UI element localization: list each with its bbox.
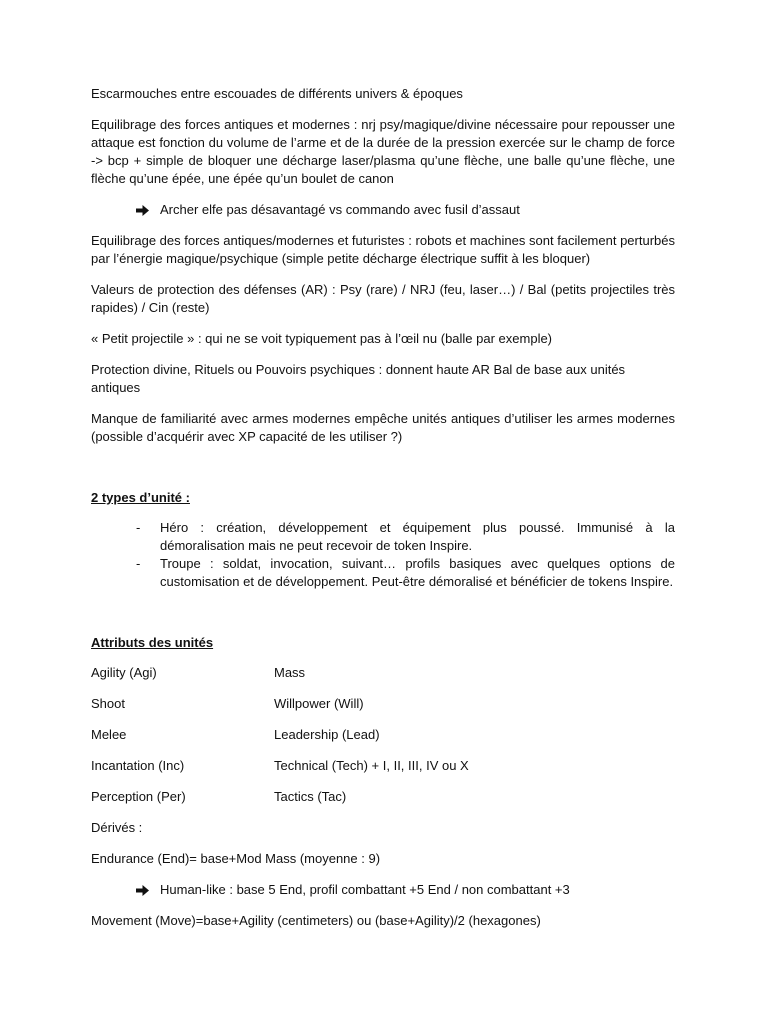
unit-types-heading: 2 types d’unité : [91, 490, 190, 505]
arrow-right-icon [136, 885, 150, 896]
paragraph-familiarity: Manque de familiarité avec armes modernes empêche unités antiques d’utiliser les armes modernes (possible d’acquérir avec XP capacité de les utiliser ?) [91, 411, 675, 444]
arrow-note-endurance [136, 881, 675, 899]
arrow-note-text: Archer elfe pas désavantagé vs commando avec fusil d’assaut [160, 202, 520, 217]
attribute-row [91, 664, 675, 682]
movement-formula: Movement (Move)=base+Agility (centimeters) ou (base+Agility)/2 (hexagones) [91, 913, 541, 928]
spacer [91, 459, 675, 489]
document-page [91, 85, 675, 943]
derived-label: Dérivés : [91, 820, 143, 835]
attribute-left: Incantation (Inc) [91, 758, 185, 773]
attributes-heading: Attributs des unités [91, 635, 214, 650]
attribute-row [91, 788, 675, 806]
arrow-note-archer [136, 201, 675, 219]
attribute-row [91, 757, 675, 775]
document-title: Escarmouches entre escouades de différents univers & époques [91, 86, 463, 101]
attribute-left: Shoot [91, 696, 125, 711]
list-item-text: Troupe : soldat, invocation, suivant… profils basiques avec quelques options de customisation et de développement. Peut-être démoralisé et bénéficier de tokens Inspire. [160, 556, 675, 589]
paragraph-balance-ancient-modern: Equilibrage des forces antiques et modernes : nrj psy/magique/divine nécessaire pour repousser une attaque est fonction du volume de l’arme et de la durée de la pression exercée sur le champ de force -> bcp + simple de bloquer une décharge laser/plasma qu’une flèche, une balle qu’une flèche, une flèche qu’une épée, une épée qu’un boulet de canon [91, 117, 675, 186]
unit-types-list [91, 519, 675, 591]
list-item [91, 519, 675, 555]
endurance-formula: Endurance (End)= base+Mod Mass (moyenne : 9) [91, 851, 381, 866]
paragraph-protection-values: Valeurs de protection des défenses (AR) : Psy (rare) / NRJ (feu, laser…) / Bal (petits projectiles très rapides) / Cin (reste) [91, 282, 675, 315]
attribute-right: Technical (Tech) + I, II, III, IV ou X [274, 758, 469, 773]
paragraph-divine-protection: Protection divine, Rituels ou Pouvoirs psychiques : donnent haute AR Bal de base aux unités antiques [91, 362, 626, 395]
attribute-row [91, 695, 675, 713]
arrow-right-icon [136, 205, 150, 216]
attribute-left: Melee [91, 727, 127, 742]
dash-bullet: - [136, 556, 141, 571]
attribute-row [91, 726, 675, 744]
list-item-text: Héro : création, développement et équipement plus poussé. Immunisé à la démoralisation mais ne peut recevoir de token Inspire. [160, 520, 675, 553]
attribute-right: Mass [274, 665, 306, 680]
attribute-right: Leadership (Lead) [274, 727, 380, 742]
dash-bullet: - [136, 520, 141, 535]
paragraph-balance-futuristic: Equilibrage des forces antiques/modernes et futuristes : robots et machines sont facilement perturbés par l’énergie magique/psychique (simple petite décharge électrique suffit à les bloquer) [91, 233, 675, 266]
list-item [91, 555, 675, 591]
paragraph-small-projectile: « Petit projectile » : qui ne se voit typiquement pas à l’œil nu (balle par exemple) [91, 331, 553, 346]
spacer [91, 604, 675, 634]
attribute-right: Tactics (Tac) [274, 789, 347, 804]
arrow-note-text: Human-like : base 5 End, profil combattant +5 End / non combattant +3 [160, 882, 570, 897]
attribute-left: Agility (Agi) [91, 665, 157, 680]
attribute-left: Perception (Per) [91, 789, 186, 804]
attribute-right: Willpower (Will) [274, 696, 364, 711]
